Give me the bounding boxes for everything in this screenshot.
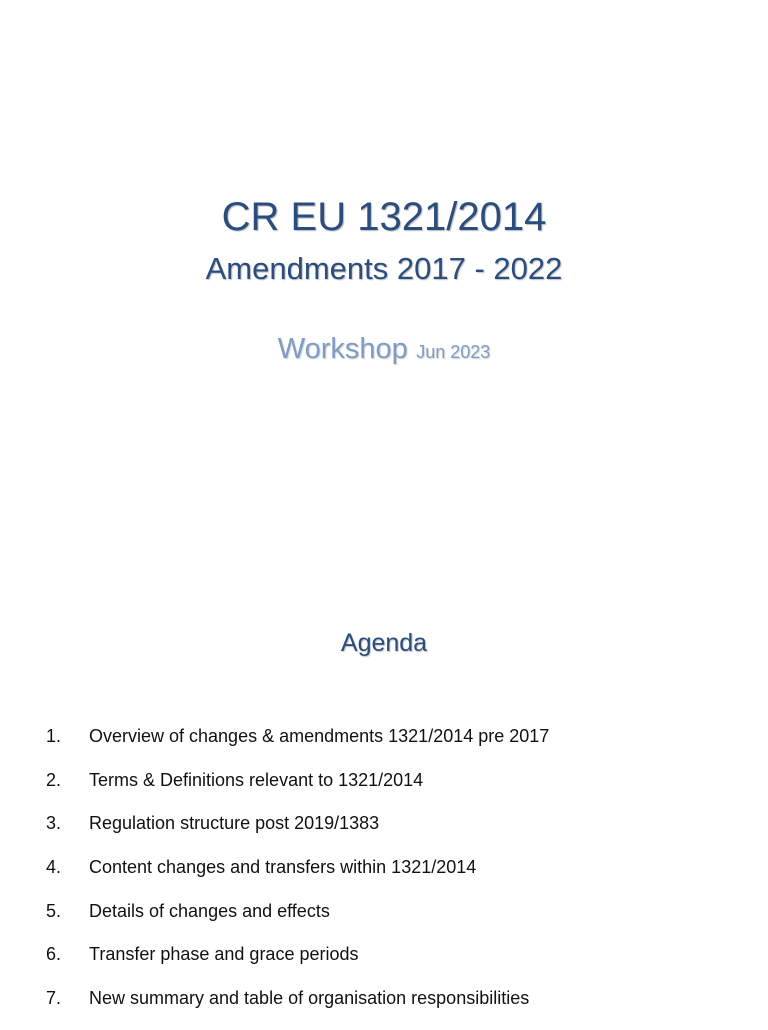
agenda-item-number: 1. [46,726,62,746]
agenda-item [0,855,768,899]
agenda-item-text: Terms & Definitions relevant to 1321/2014 [89,769,424,790]
agenda-item-number: 2. [46,769,62,790]
workshop-date: Jun 2023 [416,342,491,362]
agenda-list [0,724,768,1030]
agenda-item [0,899,768,943]
title-slide [0,0,768,512]
workshop-label: Workshop [277,333,408,365]
agenda-heading: Agenda [340,629,428,657]
agenda-item-number: 7. [46,988,62,1009]
workshop-line [0,334,768,366]
agenda-item [0,942,768,986]
agenda-item-number: 4. [46,857,62,878]
agenda-item-text: Overview of changes & amendments 1321/2014 pre 2017 [89,726,550,746]
agenda-item-number: 5. [46,900,62,921]
agenda-item-number: 6. [46,944,62,965]
agenda-item-text: Content changes and transfers within 1321/2014 [89,857,477,878]
agenda-item [0,986,768,1030]
agenda-item-text: New summary and table of organisation responsibilities [89,988,530,1009]
agenda-item-text: Regulation structure post 2019/1383 [89,813,380,834]
agenda-item-number: 3. [46,813,62,834]
agenda-item [0,768,768,812]
agenda-item-text: Transfer phase and grace periods [89,944,359,965]
agenda-item-text: Details of changes and effects [89,900,330,921]
slide-title: CR EU 1321/2014 [221,195,547,239]
slide-subtitle: Amendments 2017 - 2022 [205,251,563,286]
agenda-item [0,724,768,768]
agenda-slide [0,512,768,1024]
agenda-item [0,811,768,855]
